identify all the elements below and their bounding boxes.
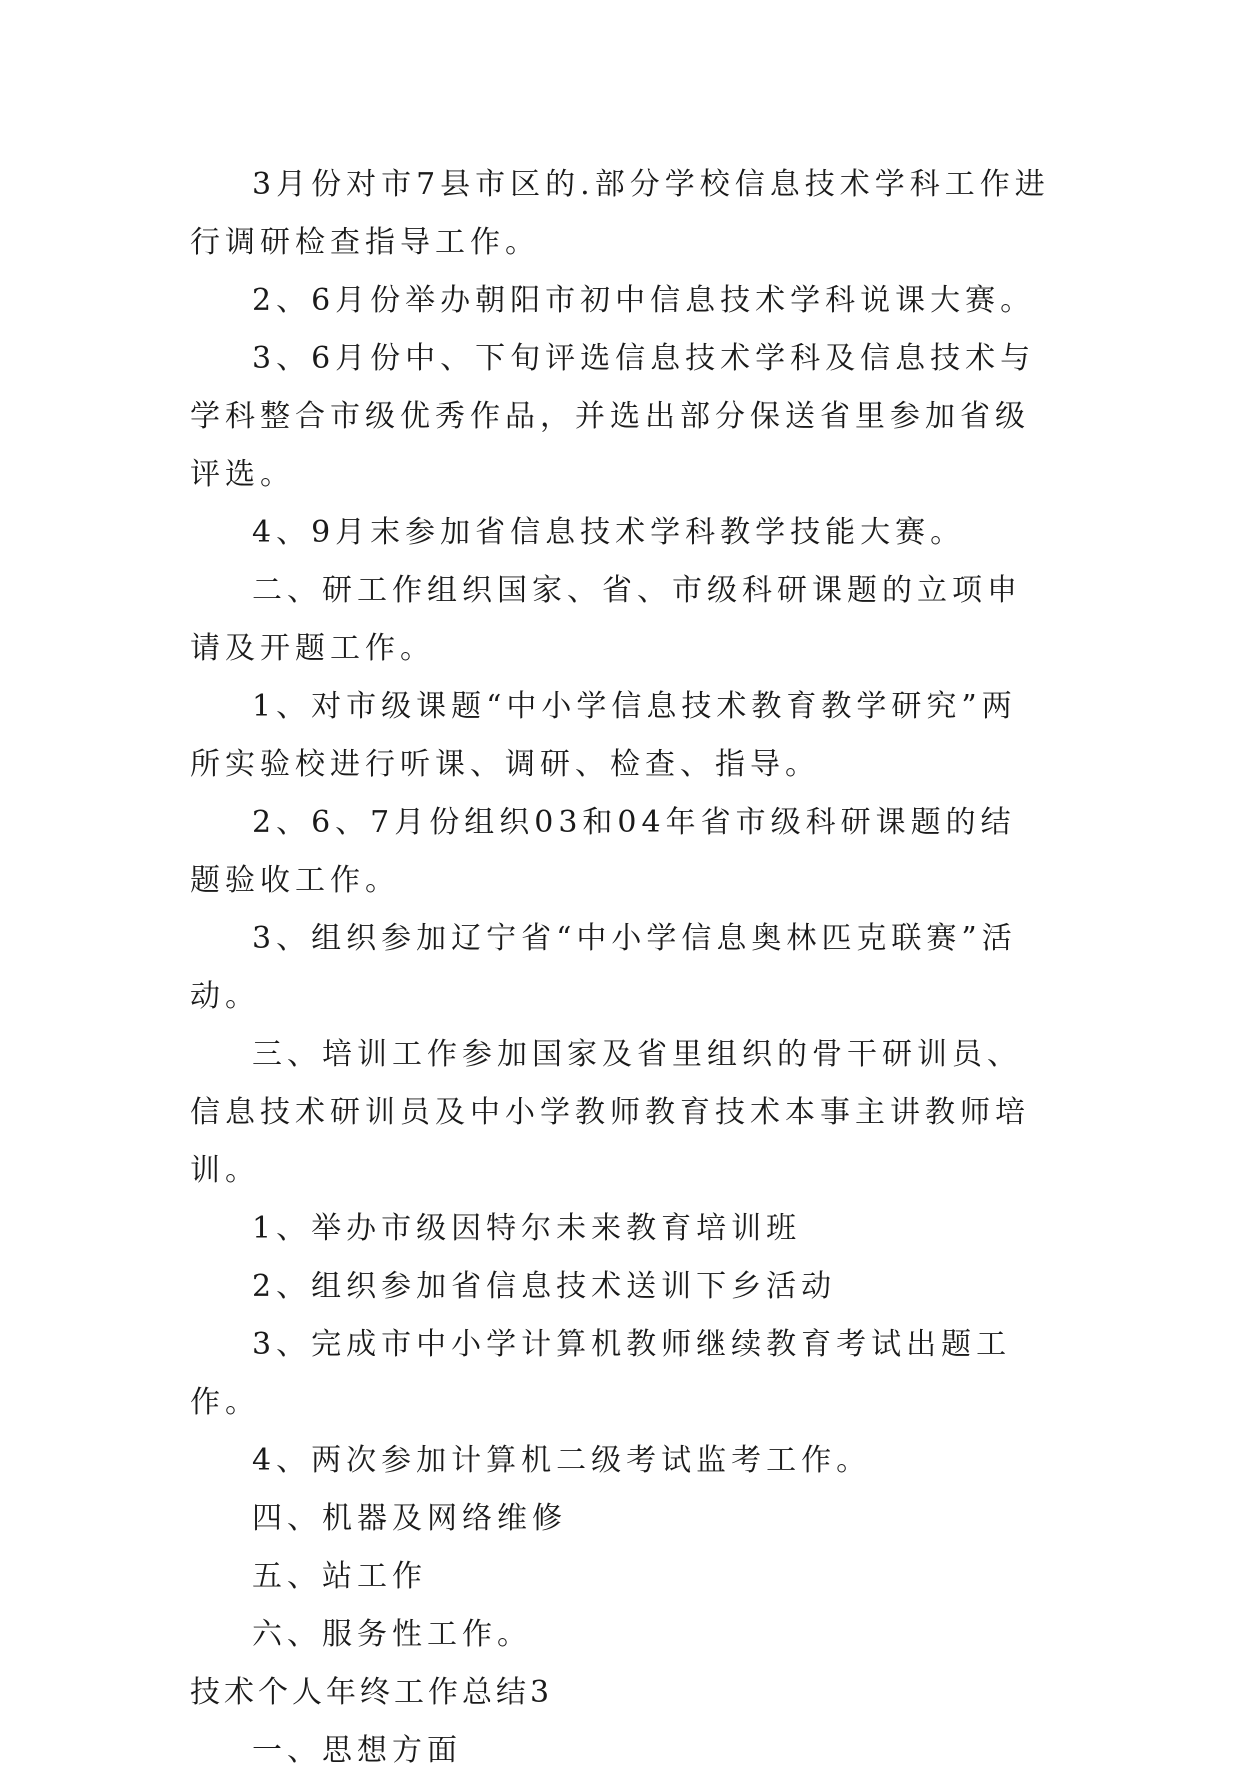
section-heading-maintenance: 四、机器及网络维修 [252,1501,567,1536]
paragraph: 1、对市级课题“中小学信息技术教育教学研究”两所实验校进行听课、调研、检查、指导。 [190,689,1017,782]
section-heading-research: 二、研工作组织国家、省、市级科研课题的立项申请及开题工作。 [190,573,1022,666]
paragraph: 4、9月末参加省信息技术学科教学技能大赛。 [252,515,966,550]
paragraph: 2、6、7月份组织03和04年省市级科研课题的结题验收工作。 [190,805,1016,898]
paragraph: 4、两次参加计算机二级考试监考工作。 [252,1443,872,1478]
section-heading-station: 五、站工作 [252,1559,427,1594]
section-heading-thought: 一、思想方面 [252,1733,462,1768]
paragraph: 2、组织参加省信息技术送训下乡活动 [252,1269,837,1304]
document-body [190,156,1050,1780]
paragraph: 3月份对市7县市区的.部分学校信息技术学科工作进行调研检查指导工作。 [190,167,1050,260]
paragraph: 1、举办市级因特尔未来教育培训班 [252,1211,802,1246]
section-heading-service: 六、服务性工作。 [252,1617,532,1652]
paragraph: 2、6月份举办朝阳市初中信息技术学科说课大赛。 [252,283,1036,318]
paragraph: 3、组织参加辽宁省“中小学信息奥林匹克联赛”活动。 [190,921,1017,1014]
paragraph: 3、完成市中小学计算机教师继续教育考试出题工作。 [190,1327,1012,1420]
document-title: 技术个人年终工作总结3 [190,1675,554,1710]
paragraph: 3、6月份中、下旬评选信息技术学科及信息技术与学科整合市级优秀作品，并选出部分保送省里参加省级评选。 [190,341,1036,492]
section-heading-training: 三、培训工作参加国家及省里组织的骨干研训员、信息技术研训员及中小学教师教育技术本事主讲教师培训。 [190,1037,1030,1188]
